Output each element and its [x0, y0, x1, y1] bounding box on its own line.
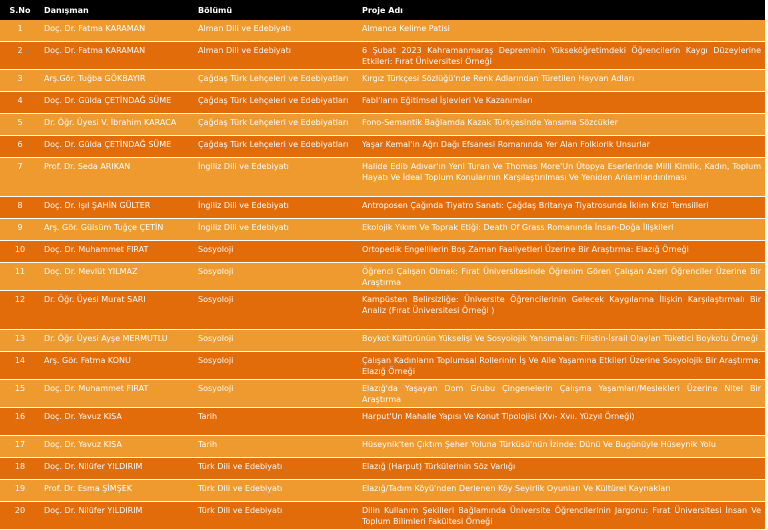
cell-sno: 15 [0, 380, 40, 408]
cell-sno: 10 [0, 241, 40, 263]
table-row [0, 42, 765, 70]
cell-department: Türk Dili ve Edebiyatı [194, 502, 358, 530]
cell-sno: 3 [0, 70, 40, 92]
table-row [0, 158, 765, 197]
cell-sno: 2 [0, 42, 40, 70]
cell-advisor: Doç. Dr. Muhammet FIRAT [40, 241, 194, 263]
cell-department: İngiliz Dili ve Edebiyatı [194, 219, 358, 241]
cell-sno: 1 [0, 20, 40, 42]
cell-sno: 7 [0, 158, 40, 197]
cell-department: Sosyoloji [194, 380, 358, 408]
cell-project: Yaşar Kemal'in Ağrı Dağı Efsanesi Romanında Yer Alan Folklorik Unsurlar [358, 136, 765, 158]
cell-advisor: Dr. Öğr. Üyesi V. İbrahim KARACA [40, 114, 194, 136]
cell-department: Sosyoloji [194, 291, 358, 330]
cell-project: 6 Şubat 2023 Kahramanmaraş Depreminin Yükseköğretimdeki Öğrencilerin Kaygı Düzeylerine Etkileri: Fırat Üniversitesi Örneği [358, 42, 765, 70]
cell-department: Sosyoloji [194, 263, 358, 291]
cell-project: Öğrenci Çalışan Olmak: Fırat Üniversitesinde Öğrenim Gören Çalışan Azeri Öğrenciler Üzerine Bir Araştırma [358, 263, 765, 291]
cell-advisor: Arş.Gör. Tuğba GÖKBAYIR [40, 70, 194, 92]
cell-department: Alman Dili ve Edebiyatı [194, 42, 358, 70]
cell-project: Fabl'ların Eğitimsel İşlevleri Ve Kazanımları [358, 92, 765, 114]
cell-sno: 14 [0, 352, 40, 380]
header-advisor: Danışman [40, 0, 194, 20]
cell-advisor: Doç. Dr. Yavuz KISA [40, 408, 194, 436]
table-row [0, 70, 765, 92]
cell-project: Ekolojik Yıkım Ve Toprak Etiği: Death Of Grass Romanında İnsan-Doğa İlişkileri [358, 219, 765, 241]
cell-sno: 12 [0, 291, 40, 330]
cell-advisor: Doç. Dr. Işıl ŞAHİN GÜLTER [40, 197, 194, 219]
cell-project: Çalışan Kadınların Toplumsal Rollerinin İş Ve Aile Yaşamına Etkileri Üzerine Sosyolojik Bir Araştırma: Elazığ Örneği [358, 352, 765, 380]
cell-sno: 9 [0, 219, 40, 241]
cell-department: Çağdaş Türk Lehçeleri ve Edebiyatları [194, 70, 358, 92]
cell-department: Sosyoloji [194, 330, 358, 352]
cell-project: Ortopedik Engellilerin Boş Zaman Faaliyetleri Üzerine Bir Araştırma: Elazığ Örneği [358, 241, 765, 263]
cell-department: Çağdaş Türk Lehçeleri ve Edebiyatları [194, 136, 358, 158]
cell-advisor: Doç. Dr. Gülda ÇETİNDAĞ SÜME [40, 136, 194, 158]
cell-advisor: Doç. Dr. Yavuz KISA [40, 436, 194, 458]
table-row [0, 20, 765, 42]
cell-sno: 18 [0, 458, 40, 480]
cell-project: Halide Edib Adıvar'ın Yeni Turan Ve Thomas More'Un Ütopya Eserlerinde Milli Kimlik, Kadın, Toplum Hayatı Ve İdeal Toplum Konularının Karşılaştırılması Ve Yeniden Anlamlandırılması [358, 158, 765, 197]
cell-project: Boykot Kültürünün Yükselişi Ve Sosyolojik Yansımaları: Filistin-İsrail Olayları Tüketici Boykotu Örneği [358, 330, 765, 352]
cell-advisor: Doç. Dr. Fatma KARAMAN [40, 20, 194, 42]
cell-advisor: Doç. Dr. Muhammet FIRAT [40, 380, 194, 408]
cell-project: Almanca Kelime Patisi [358, 20, 765, 42]
cell-sno: 19 [0, 480, 40, 502]
table-row [0, 197, 765, 219]
table-row [0, 136, 765, 158]
table-row [0, 92, 765, 114]
cell-advisor: Prof. Dr. Esma ŞİMŞEK [40, 480, 194, 502]
table-row [0, 352, 765, 380]
header-project: Proje Adı [358, 0, 765, 20]
cell-sno: 6 [0, 136, 40, 158]
table-row [0, 114, 765, 136]
table-row [0, 263, 765, 291]
cell-sno: 11 [0, 263, 40, 291]
header-department: Bölümü [194, 0, 358, 20]
cell-project: Antroposen Çağında Tiyatro Sanatı: Çağdaş Britanya Tiyatrosunda İklim Krizi Temsilleri [358, 197, 765, 219]
cell-advisor: Dr. Öğr. Üyesi Ayşe MERMUTLU [40, 330, 194, 352]
table-row [0, 380, 765, 408]
cell-department: İngiliz Dili ve Edebiyatı [194, 158, 358, 197]
table-row [0, 458, 765, 480]
cell-department: İngiliz Dili ve Edebiyatı [194, 197, 358, 219]
cell-advisor: Doç. Dr. Gülda ÇETİNDAĞ SÜME [40, 92, 194, 114]
cell-advisor: Doç. Dr. Fatma KARAMAN [40, 42, 194, 70]
table-row [0, 436, 765, 458]
cell-advisor: Doç. Dr. Mevlüt YILMAZ [40, 263, 194, 291]
cell-department: Türk Dili ve Edebiyatı [194, 480, 358, 502]
cell-department: Çağdaş Türk Lehçeleri ve Edebiyatları [194, 92, 358, 114]
cell-advisor: Arş. Gör. Gülsüm Tuğçe ÇETİN [40, 219, 194, 241]
table-row [0, 480, 765, 502]
cell-sno: 13 [0, 330, 40, 352]
table-row [0, 502, 765, 530]
cell-department: Tarih [194, 436, 358, 458]
cell-project: Elazığ'da Yaşayan Dom Grubu Çingenelerin Çalışma Yaşamları/Meslekleri Üzerine Nitel Bir Araştırma [358, 380, 765, 408]
cell-advisor: Doç. Dr. Nilüfer YILDIRIM [40, 502, 194, 530]
table-row [0, 330, 765, 352]
cell-sno: 4 [0, 92, 40, 114]
cell-project: Fono-Semantik Bağlamda Kazak Türkçesinde Yansıma Sözcükler [358, 114, 765, 136]
table-row [0, 219, 765, 241]
cell-department: Çağdaş Türk Lehçeleri ve Edebiyatları [194, 114, 358, 136]
cell-sno: 8 [0, 197, 40, 219]
cell-advisor: Dr. Öğr. Üyesi Murat SARI [40, 291, 194, 330]
cell-department: Tarih [194, 408, 358, 436]
header-sno: S.No [0, 0, 40, 20]
cell-project: Elazığ/Tadım Köyü'nden Derlenen Köy Seyirlik Oyunları Ve Kültürel Kaynakları [358, 480, 765, 502]
cell-advisor: Arş. Gör. Fatma KONU [40, 352, 194, 380]
cell-project: Elazığ (Harput) Türkülerinin Söz Varlığı [358, 458, 765, 480]
table-row [0, 291, 765, 330]
cell-department: Sosyoloji [194, 352, 358, 380]
cell-project: Kırgız Türkçesi Sözlüğü'nde Renk Adlarından Türetilen Hayvan Adları [358, 70, 765, 92]
table-row [0, 408, 765, 436]
cell-advisor: Prof. Dr. Seda ARIKAN [40, 158, 194, 197]
cell-project: Harput'Un Mahalle Yapısı Ve Konut Tipolojisi (Xvı- Xvıı. Yüzyıl Örneği) [358, 408, 765, 436]
cell-advisor: Doç. Dr. Nilüfer YILDIRIM [40, 458, 194, 480]
cell-sno: 20 [0, 502, 40, 530]
table-body [0, 20, 765, 530]
cell-sno: 17 [0, 436, 40, 458]
cell-project: Dilin Kullanım Şekilleri Bağlamında Üniversite Öğrencilerinin Jargonu: Fırat Üniversitesi İnsan Ve Toplum Bilimleri Fakültesi Örneği [358, 502, 765, 530]
cell-project: Kampüsten Belirsizliğe: Üniversite Öğrencilerinin Gelecek Kaygılarına İlişkin Karşılaştırmalı Bir Analiz (Fırat Üniversitesi Örneği ) [358, 291, 765, 330]
cell-sno: 16 [0, 408, 40, 436]
cell-department: Sosyoloji [194, 241, 358, 263]
cell-project: Hüseynik'ten Çıktım Şeher Yoluna Türküsü'nün İzinde: Dünü Ve Bugünüyle Hüseynik Yolu [358, 436, 765, 458]
cell-sno: 5 [0, 114, 40, 136]
cell-department: Türk Dili ve Edebiyatı [194, 458, 358, 480]
table-header-row [0, 0, 765, 20]
table-row [0, 241, 765, 263]
cell-department: Alman Dili ve Edebiyatı [194, 20, 358, 42]
